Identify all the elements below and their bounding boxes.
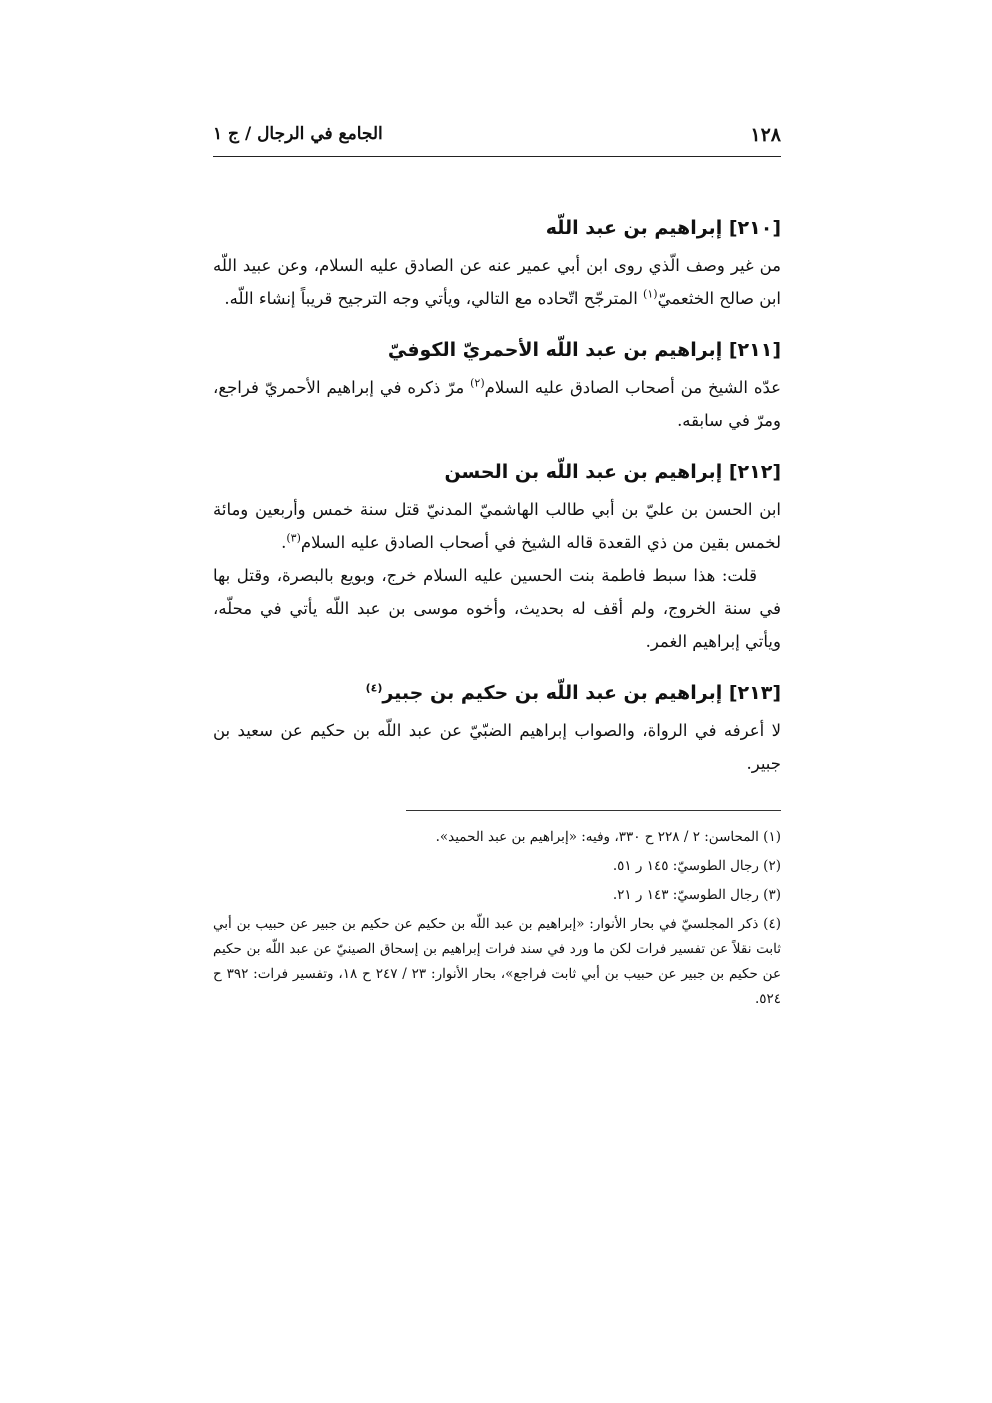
heading-text: [٢١٣] إبراهيم بن عبد اللّه بن حكيم بن جبير bbox=[382, 682, 781, 704]
paragraph-text: مرّ ذكره في إبراهيم الأحمريّ فراجع، ومرّ في سابقه. bbox=[213, 378, 781, 430]
footnote-2: (٢) رجال الطوسيّ: ١٤٥ ر ٥١. bbox=[612, 858, 781, 874]
footnote-ref[interactable]: (١) bbox=[643, 287, 658, 301]
paragraph-text: من غير وصف الّذي روى ابن أبي عمير عنه عن الصادق عليه السلام، وعن عبيد اللّه ابن صالح الخثعميّ bbox=[213, 256, 781, 308]
book-title: الجامع في الرجال / ج ١ bbox=[213, 124, 383, 144]
paragraph-text: عدّه الشيخ من أصحاب الصادق عليه السلام bbox=[484, 378, 781, 397]
entry-paragraph bbox=[213, 249, 781, 315]
page-number: ١٢٨ bbox=[750, 124, 781, 146]
entry-212 bbox=[213, 457, 781, 658]
paragraph-text: . bbox=[281, 533, 287, 552]
entry-heading: [٢١٠] إبراهيم بن عبد اللّه bbox=[545, 217, 781, 239]
entry-paragraph bbox=[213, 714, 781, 780]
entry-211 bbox=[213, 335, 781, 437]
entry-210 bbox=[213, 213, 781, 315]
footnote-ref[interactable]: (٢) bbox=[470, 376, 485, 390]
footnote-1: (١) المحاسن: ٢ / ٢٢٨ ح ٣٣٠، وفيه: «إبراهيم بن عبد الحميد». bbox=[435, 829, 781, 845]
footnotes bbox=[213, 810, 781, 1012]
footnote-ref[interactable]: (٣) bbox=[286, 531, 301, 545]
entry-heading bbox=[213, 678, 781, 708]
footnote-3: (٣) رجال الطوسيّ: ١٤٣ ر ٢١. bbox=[612, 887, 781, 903]
entry-paragraph bbox=[213, 371, 781, 437]
paragraph-text: لا أعرفه في الرواة، والصواب إبراهيم الضبّيّ عن عبد اللّه بن حكيم عن سعيد بن جبير. bbox=[213, 721, 781, 773]
entry-heading: [٢١٢] إبراهيم بن عبد اللّه بن الحسن bbox=[444, 461, 781, 483]
running-header bbox=[213, 118, 781, 157]
footnote-divider bbox=[406, 810, 781, 811]
footnote-4: (٤) ذكر المجلسيّ في بحار الأنوار: «إبراهيم بن عبد اللّه بن حكيم عن حكيم بن جبير عن حبيب بن أبي ثابت نقلاً عن تفسير فرات لكن ما ورد في سند فرات إبراهيم بن إسحاق الصينيّ عن عبد اللّه بن حكيم عن حكيم بن جبير عن حبيب بن أبي ثابت فراجع»، بحار الأنوار: ٢٣ / ٢٤٧ ح ١٨، وتفسير فرات: ٣٩٢ ح ٥٢٤. bbox=[213, 916, 782, 1007]
footnote-ref[interactable]: (٤) bbox=[365, 681, 383, 695]
paragraph-text: ابن الحسن بن عليّ بن أبي طالب الهاشميّ المدنيّ قتل سنة خمس وأربعين ومائة لخمس بقين من ذي القعدة قاله الشيخ في أصحاب الصادق عليه السلام bbox=[213, 500, 781, 552]
entries bbox=[213, 213, 781, 780]
entry-heading: [٢١١] إبراهيم بن عبد اللّه الأحمريّ الكوفيّ bbox=[387, 339, 781, 361]
paragraph-text: المترجّح اتّحاده مع التالي، ويأتي وجه الترجيح قريباً إنشاء اللّه. bbox=[224, 289, 644, 308]
entry-paragraph bbox=[213, 493, 781, 559]
entry-paragraph bbox=[213, 559, 781, 658]
paragraph-text: قلت: هذا سبط فاطمة بنت الحسين عليه السلام خرج، وبويع بالبصرة، وقتل بها في سنة الخروج، ولم أقف له بحديث، وأخوه موسى بن عبد اللّه يأتي في محلّه، ويأتي إبراهيم الغمر. bbox=[213, 566, 781, 651]
entry-213 bbox=[213, 678, 781, 780]
book-page bbox=[213, 118, 781, 1016]
